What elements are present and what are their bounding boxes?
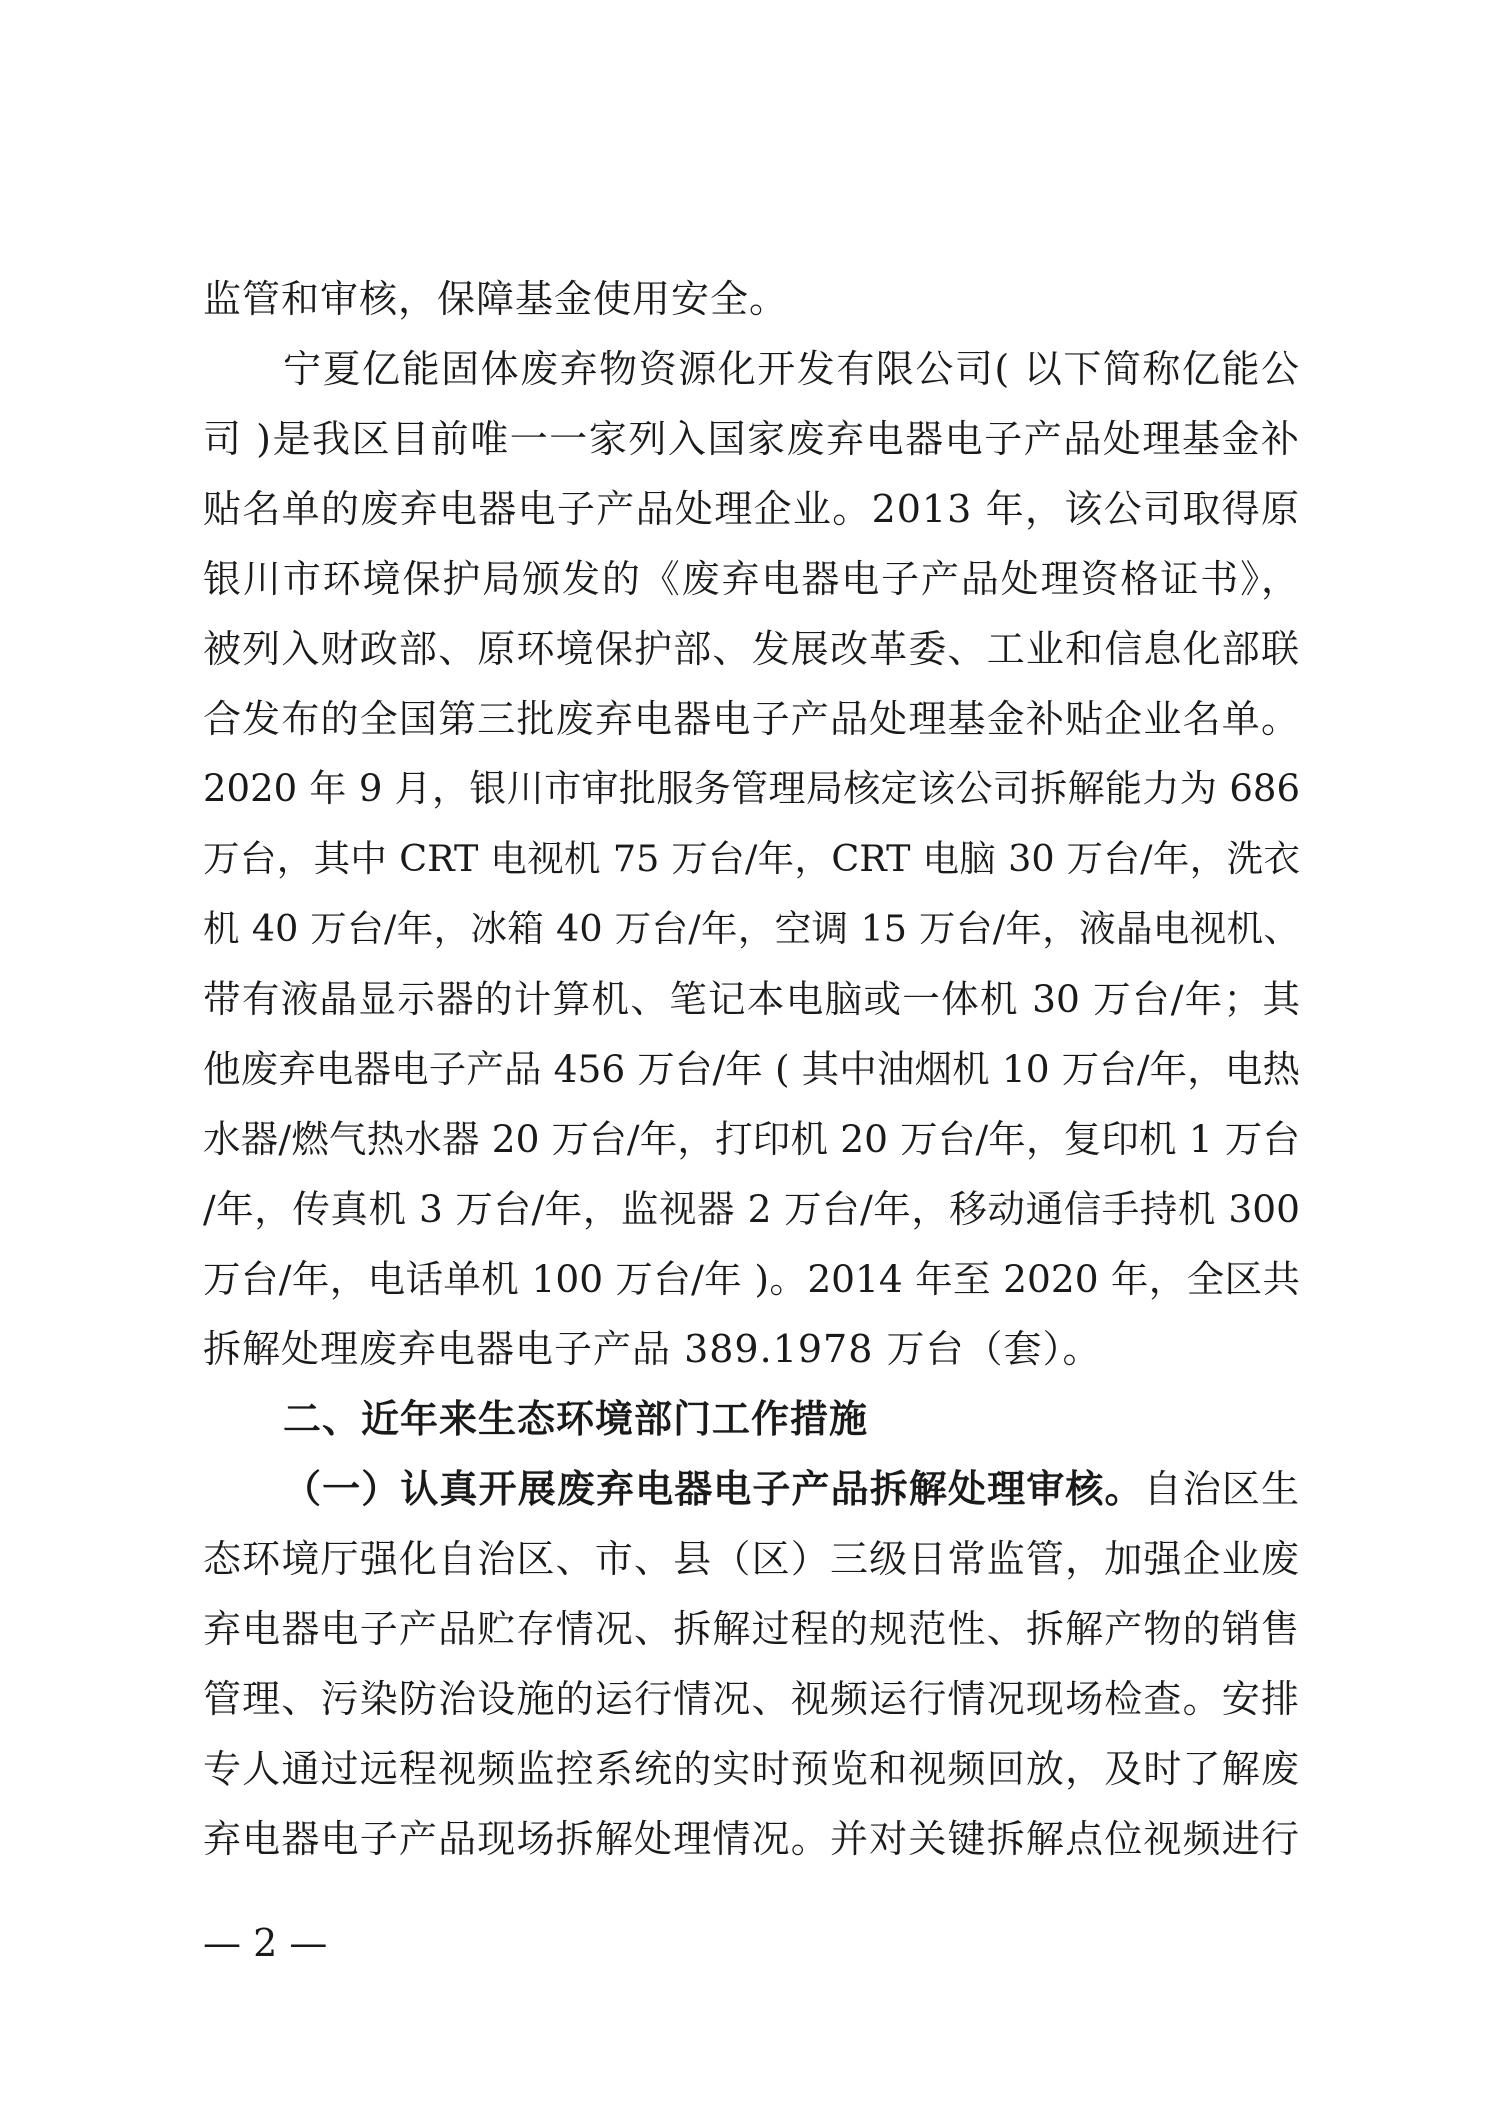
body-line-2: 宁夏亿能固体废弃物资源化开发有限公司( 以下简称亿能公 xyxy=(283,347,1300,391)
body-line-21: 管理、污染防治设施的运行情况、视频运行情况现场检查。安排 xyxy=(203,1677,1300,1721)
body-line-20: 弃电器电子产品贮存情况、拆解过程的规范性、拆解产物的销售 xyxy=(203,1607,1300,1651)
body-line-22: 专人通过远程视频监控系统的实时预览和视频回放，及时了解废 xyxy=(203,1747,1300,1791)
body-line-3: 司 )是我区目前唯一一家列入国家废弃电器电子产品处理基金补 xyxy=(203,417,1300,461)
body-line-16: 拆解处理废弃电器电子产品 389.1978 万台（套）。 xyxy=(203,1327,1102,1371)
body-line-5: 银川市环境保护局颁发的《废弃电器电子产品处理资格证书》， xyxy=(203,557,1300,601)
body-line-1: 监管和审核，保障基金使用安全。 xyxy=(203,277,789,321)
body-line-23: 弃电器电子产品现场拆解处理情况。并对关键拆解点位视频进行 xyxy=(203,1817,1300,1861)
body-line-15: 万台/年，电话单机 100 万台/年 )。2014 年至 2020 年，全区共 xyxy=(203,1257,1300,1301)
body-line-13: 水器/燃气热水器 20 万台/年，打印机 20 万台/年，复印机 1 万台 xyxy=(203,1117,1300,1161)
body-line-10: 机 40 万台/年，冰箱 40 万台/年，空调 15 万台/年，液晶电视机、 xyxy=(203,907,1300,950)
body-line-9: 万台，其中 CRT 电视机 75 万台/年，CRT 电脑 30 万台/年，洗衣 xyxy=(203,837,1300,880)
subsection-lead-text: 自治区生 xyxy=(1143,1467,1300,1511)
body-line-6: 被列入财政部、原环境保护部、发展改革委、工业和信息化部联 xyxy=(203,627,1300,671)
body-line-14: /年，传真机 3 万台/年，监视器 2 万台/年，移动通信手持机 300 xyxy=(203,1187,1300,1231)
body-line-7: 合发布的全国第三批废弃电器电子产品处理基金补贴企业名单。 xyxy=(203,697,1300,741)
body-line-8: 2020 年 9 月，银川市审批服务管理局核定该公司拆解能力为 686 xyxy=(203,767,1300,810)
body-line-19: 态环境厅强化自治区、市、县（区）三级日常监管，加强企业废 xyxy=(203,1537,1300,1581)
subsection-line xyxy=(283,1454,1300,1524)
body-line-11: 带有液晶显示器的计算机、笔记本电脑或一体机 30 万台/年；其 xyxy=(203,977,1300,1021)
section-heading: 二、近年来生态环境部门工作措施 xyxy=(283,1397,869,1441)
page-number: — 2 — xyxy=(203,1921,328,1965)
subsection-heading: （一）认真开展废弃电器电子产品拆解处理审核。 xyxy=(283,1466,1144,1511)
body-line-12: 他废弃电器电子产品 456 万台/年 ( 其中油烟机 10 万台/年，电热 xyxy=(203,1047,1300,1091)
body-line-4: 贴名单的废弃电器电子产品处理企业。2013 年，该公司取得原 xyxy=(203,487,1300,531)
